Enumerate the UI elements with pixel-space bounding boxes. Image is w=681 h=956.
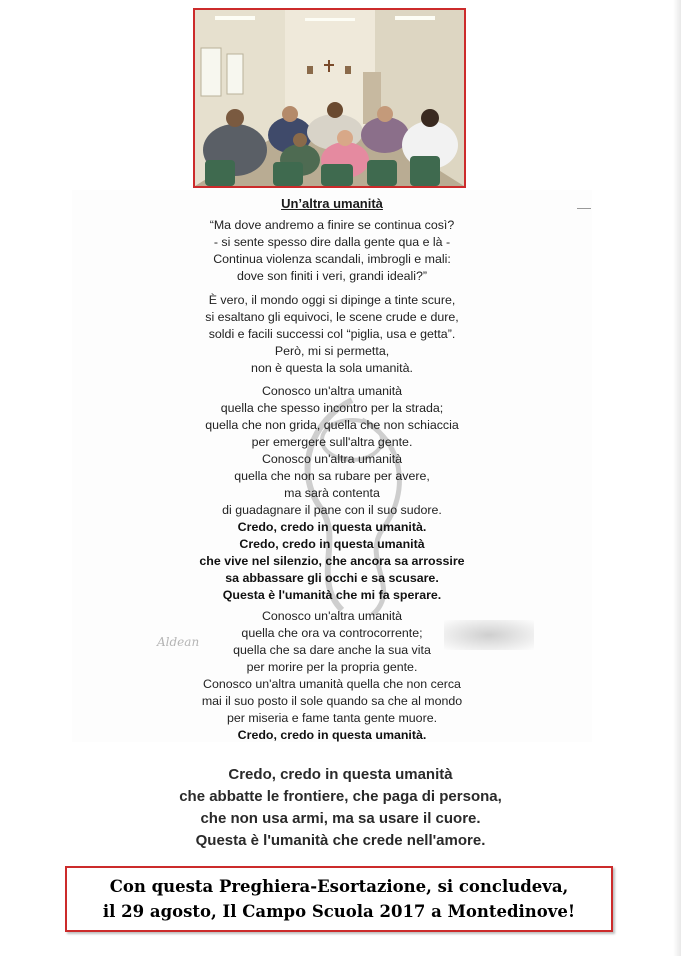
closing-line: Questa è l'umanità che crede nell'amore. bbox=[195, 832, 486, 849]
poem-line: si esaltano gli equivoci, le scene crude e dure, bbox=[205, 310, 459, 324]
poem-line: di guadagnare il pane con il suo sudore. bbox=[222, 503, 442, 517]
poem-line: “Ma dove andremo a finire se continua così? bbox=[209, 218, 455, 232]
poem-line: Continua violenza scandali, imbrogli e mali: bbox=[213, 252, 451, 266]
poem-line: Conosco un'altra umanità bbox=[261, 384, 403, 398]
caption-line-1: Con questa Preghiera-Esortazione, si concludeva, bbox=[109, 877, 569, 896]
stanza-1 bbox=[72, 217, 592, 285]
poem-sheet bbox=[72, 190, 592, 742]
poem-line: Conosco un'altra umanità bbox=[261, 609, 403, 623]
closing-stanza bbox=[0, 764, 681, 852]
stanza-2 bbox=[72, 292, 592, 377]
poem-line: Però, mi si permetta, bbox=[274, 344, 390, 358]
caption-line-2: il 29 agosto, Il Campo Scuola 2017 a Montedinove! bbox=[102, 902, 576, 921]
poem-line: per emergere sull'altra gente. bbox=[251, 435, 413, 449]
poem-line-bold: Credo, credo in questa umanità bbox=[239, 537, 425, 551]
poem-line: per miseria e fame tanta gente muore. bbox=[226, 711, 438, 725]
closing-line: che abbatte le frontiere, che paga di persona, bbox=[179, 788, 502, 805]
poem-title: Un’altra umanità bbox=[281, 196, 383, 211]
caption-box bbox=[65, 866, 613, 932]
poem-line: mai il suo posto il sole quando sa che al mondo bbox=[201, 694, 463, 708]
poem-line: È vero, il mondo oggi si dipinge a tinte scure, bbox=[208, 293, 456, 307]
poem-line: dove son finiti i veri, grandi ideali?” bbox=[236, 269, 428, 283]
closing-line: che non usa armi, ma sa usare il cuore. bbox=[200, 810, 481, 827]
poem-line: quella che sa dare anche la sua vita bbox=[233, 643, 431, 657]
poem-line-bold: sa abbassare gli occhi e sa scusare. bbox=[225, 571, 439, 585]
group-meeting-photo-icon bbox=[195, 10, 464, 186]
poem-line: quella che ora va controcorrente; bbox=[241, 626, 423, 640]
closing-line: Credo, credo in questa umanità bbox=[228, 766, 453, 783]
poem-line-bold: Questa è l'umanità che mi fa sperare. bbox=[222, 588, 442, 602]
group-photo bbox=[193, 8, 466, 188]
stanza-3 bbox=[72, 383, 592, 604]
poem-line: soldi e facili successi col “piglia, usa e getta”. bbox=[208, 327, 456, 341]
poem-line: quella che non sa rubare per avere, bbox=[234, 469, 430, 483]
poem-line: Conosco un'altra umanità bbox=[261, 452, 403, 466]
poem-line: quella che spesso incontro per la strada; bbox=[220, 401, 444, 415]
faint-handwriting: Aldean bbox=[157, 635, 200, 649]
poem-line: non è questa la sola umanità. bbox=[251, 361, 413, 375]
poem-line-bold: Credo, credo in questa umanità. bbox=[237, 728, 427, 742]
poem-line: quella che non grida, quella che non schiaccia bbox=[205, 418, 459, 432]
poem-line: per morire per la propria gente. bbox=[246, 660, 418, 674]
poem-line-bold: Credo, credo in questa umanità. bbox=[237, 520, 427, 534]
poem-line-bold: che vive nel silenzio, che ancora sa arrossire bbox=[199, 554, 465, 568]
stanza-4 bbox=[72, 608, 592, 744]
poem-line: Conosco un'altra umanità quella che non cerca bbox=[203, 677, 461, 691]
poem-line: ma sarà contenta bbox=[284, 486, 380, 500]
poem-line: - si sente spesso dire dalla gente qua e là - bbox=[213, 235, 451, 249]
